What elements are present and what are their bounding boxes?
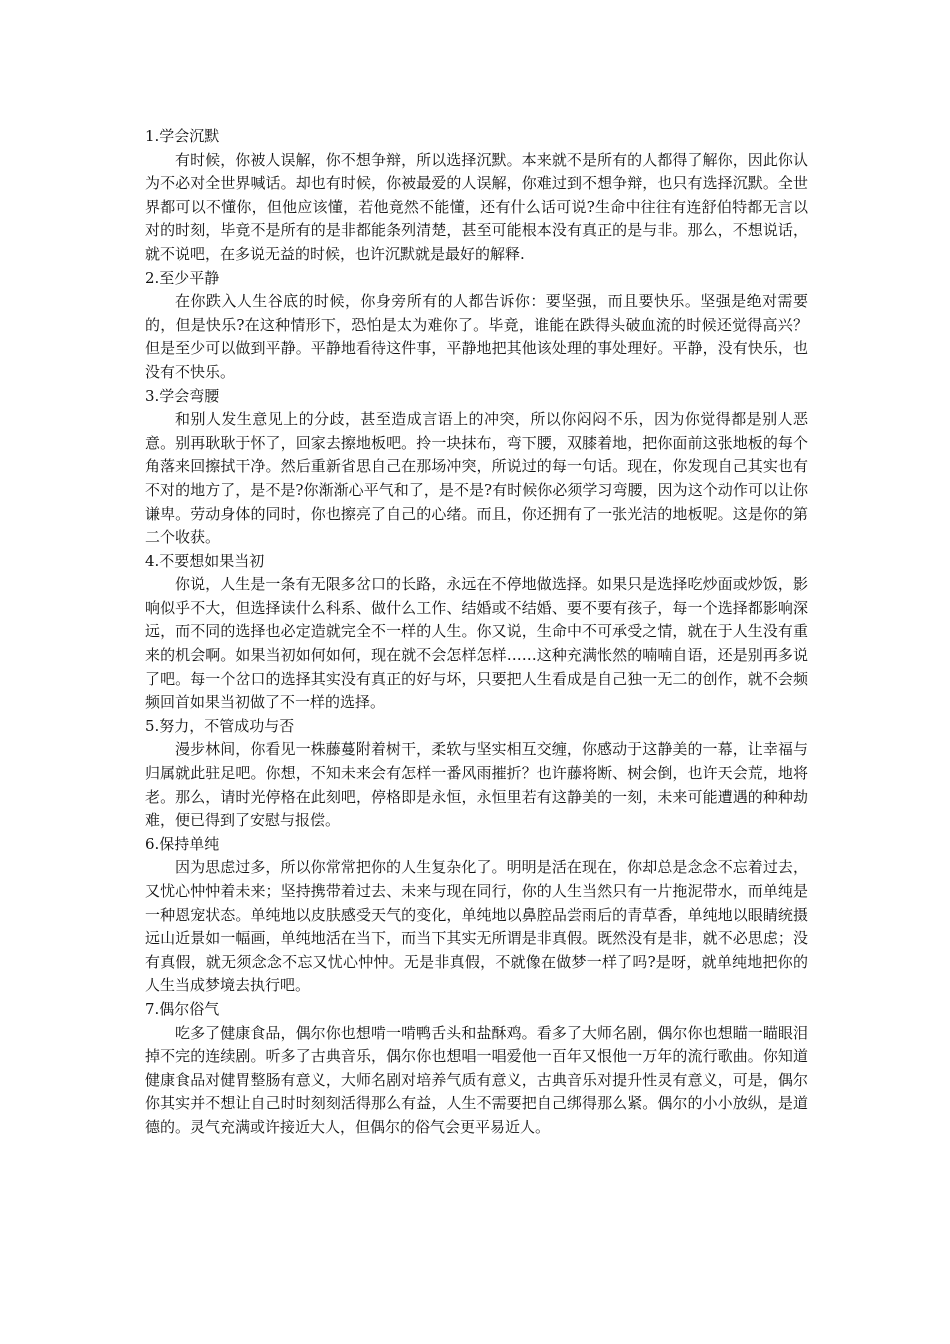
section-heading: 6.保持单纯 [145, 834, 220, 853]
section-paragraph: 漫步林间，你看见一株藤蔓附着树干，柔软与坚实相互交缠，你感动于这静美的一幕，让幸福与归属就此驻足吧。你想，不知未来会有怎样一番风雨摧折？也许藤将断、树会倒，也许天会荒，地将老。那么，请时光停格在此刻吧，停格即是永恒，永恒里若有这静美的一刻，未来可能遭遇的种种劫难，便已得到了安慰与报偿。 [145, 740, 808, 830]
section-6 [145, 833, 808, 998]
section-heading: 5.努力，不管成功与否 [145, 716, 295, 735]
section-heading: 2.至少平静 [145, 268, 220, 287]
section-paragraph: 和别人发生意见上的分歧，甚至造成言语上的冲突，所以你闷闷不乐，因为你觉得都是别人恶意。别再耿耿于怀了，回家去擦地板吧。拎一块抹布，弯下腰，双膝着地，把你面前这张地板的每个角落来回擦拭干净。然后重新省思自己在那场冲突，所说过的每一句话。现在，你发现自己其实也有不对的地方了，是不是?你渐渐心平气和了，是不是?有时候你必须学习弯腰，因为这个动作可以让你谦卑。劳动身体的同时，你也擦亮了自己的心绪。而且，你还拥有了一张光洁的地板呢。这是你的第二个收获。 [145, 410, 808, 547]
section-paragraph: 你说，人生是一条有无限多岔口的长路，永远在不停地做选择。如果只是选择吃炒面或炒饭，影响似乎不大，但选择读什么科系、做什么工作、结婚或不结婚、要不要有孩子，每一个选择都影响深远，而不同的选择也必定造就完全不一样的人生。你又说，生命中不可承受之情，就在于人生没有重来的机会啊。如果当初如何如何，现在就不会怎样怎样……这种充满怅然的喃喃自语，还是别再多说了吧。每一个岔口的选择其实没有真正的好与坏，只要把人生看成是自己独一无二的创作，就不会频频回首如果当初做了不一样的选择。 [145, 575, 808, 712]
section-heading: 3.学会弯腰 [145, 386, 220, 405]
section-paragraph: 在你跌入人生谷底的时候，你身旁所有的人都告诉你：要坚强，而且要快乐。坚强是绝对需要的，但是快乐?在这种情形下，恐怕是太为难你了。毕竟，谁能在跌得头破血流的时候还觉得高兴？但是至少可以做到平静。平静地看待这件事，平静地把其他该处理的事处理好。平静，没有快乐，也没有不快乐。 [145, 292, 808, 381]
section-heading: 1.学会沉默 [145, 127, 220, 145]
section-1 [145, 125, 808, 267]
section-paragraph: 因为思虑过多，所以你常常把你的人生复杂化了。明明是活在现在，你却总是念念不忘着过去，又忧心忡忡着未来；坚持携带着过去、未来与现在同行，你的人生当然只有一片拖泥带水，而单纯是一种恩宠状态。单纯地以皮肤感受天气的变化，单纯地以鼻腔品尝雨后的青草香，单纯地以眼睛统摄远山近景如一幅画，单纯地活在当下，而当下其实无所谓是非真假。既然没有是非，就不必思虑；没有真假，就无须念念不忘又忧心忡忡。无是非真假，不就像在做梦一样了吗?是呀，就单纯地把你的人生当成梦境去执行吧。 [145, 858, 808, 995]
section-paragraph: 吃多了健康食品，偶尔你也想啃一啃鸭舌头和盐酥鸡。看多了大师名剧，偶尔你也想瞄一瞄眼泪掉不完的连续剧。听多了古典音乐，偶尔你也想唱一唱爱他一百年又恨他一万年的流行歌曲。你知道健康食品对健胃整肠有意义，大师名剧对培养气质有意义，古典音乐对提升性灵有意义，可是，偶尔你其实并不想让自己时时刻刻活得那么有益，人生不需要把自己绑得那么紧。偶尔的小小放纵，是道德的。灵气充满或许接近大人，但偶尔的俗气会更平易近人。 [145, 1023, 808, 1136]
section-7 [145, 998, 808, 1140]
section-5 [145, 715, 808, 833]
section-heading: 4.不要想如果当初 [145, 551, 265, 570]
section-4 [145, 550, 808, 715]
section-paragraph: 有时候，你被人误解，你不想争辩，所以选择沉默。本来就不是所有的人都得了解你，因此你认为不必对全世界喊话。却也有时候，你被最爱的人误解，你难过到不想争辩，也只有选择沉默。全世界都可以不懂你，但他应该懂，若他竟然不能懂，还有什么话可说?生命中往往有连舒伯特都无言以对的时刻，毕竟不是所有的是非都能条列清楚，甚至可能根本没有真正的是与非。那么，不想说话，就不说吧，在多说无益的时候，也许沉默就是最好的解释. [145, 150, 808, 263]
section-3 [145, 385, 808, 550]
section-2 [145, 267, 808, 385]
document-page [145, 125, 808, 1140]
section-heading: 7.偶尔俗气 [145, 999, 220, 1018]
